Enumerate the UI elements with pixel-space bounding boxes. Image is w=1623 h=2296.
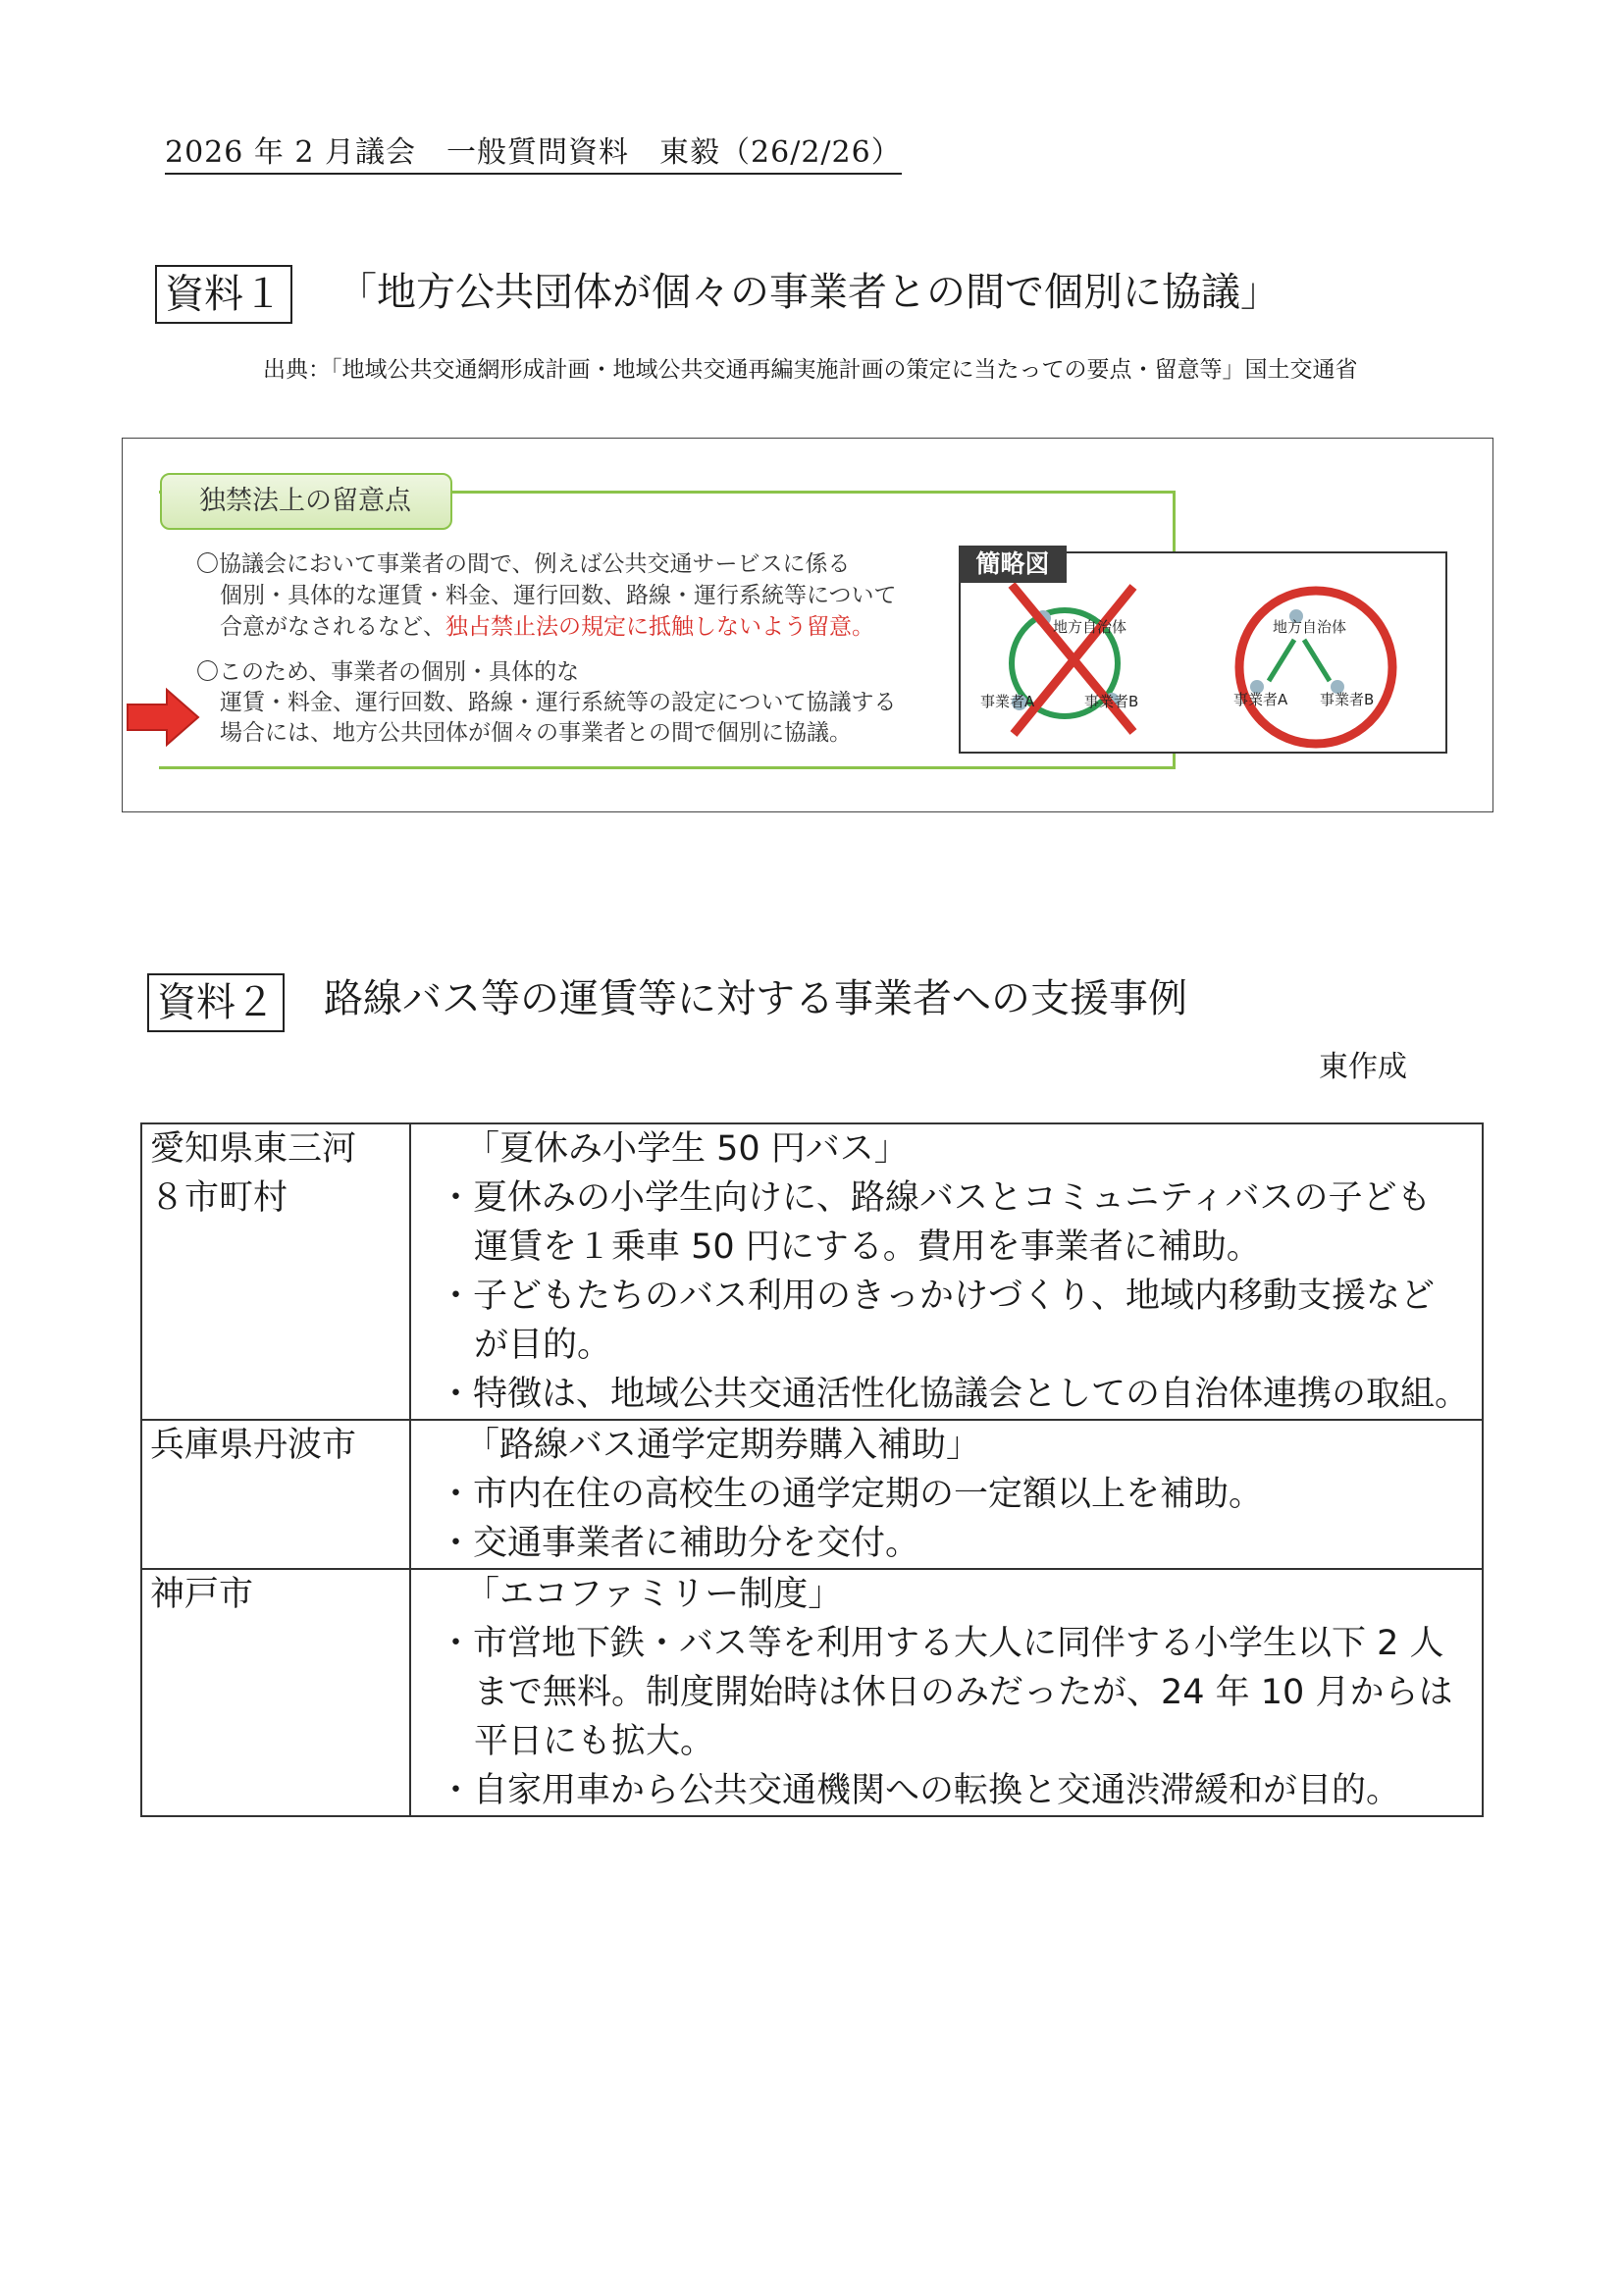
case-title: 「夏休み小学生 50 円バス」 [465,1129,909,1169]
para2-line2: 運賃・料金、運行回数、路線・運行系統等の設定について協議する [220,690,897,715]
ok-circle-icon [1239,591,1392,744]
para1-line3 [220,614,874,640]
para1-line2: 個別・具体的な運賃・料金、運行回数、路線・運行系統等について [220,583,897,608]
left-node-a-label: 事業者A [980,693,1035,710]
para2-line1: 〇このため、事業者の個別・具体的な [196,659,580,685]
diagram-tag: 簡略図 [959,546,1067,583]
table-row [141,1569,1483,1816]
bullet-continuation: が目的。 [474,1326,612,1365]
diagram-graphic [961,583,1445,752]
region-line1: 愛知県東三河 [150,1129,357,1169]
support-cases-table [140,1122,1484,1817]
section2-label: 資料２ [147,973,285,1032]
section2-credit: 東作成 [1319,1050,1407,1084]
section1-source: 出典：「地域公共交通網形成計画・地域公共交通再編実施計画の策定に当たっての要点・留意等」国土交通省 [263,357,1358,383]
table-row [141,1123,1483,1420]
right-node-top-label: 地方自治体 [1273,618,1347,636]
section1-title: 「地方公共団体が個々の事業者との間で個別に協議」 [338,270,1280,315]
para1-line3-warning: 独占禁止法の規定に抵触しないよう留意。 [445,614,874,640]
bullet-line: ・交通事業者に補助分を交付。 [439,1524,920,1563]
para1-line1: 〇協議会において事業者の間で、例えば公共交通サービスに係る [196,551,851,577]
bullet-line: ・子どもたちのバス利用のきっかけづくり、地域内移動支援など [439,1277,1436,1316]
region-line1: 兵庫県丹波市 [150,1426,357,1465]
right-link-a [1269,640,1294,681]
table-row [141,1420,1483,1569]
para2-line3: 場合には、地方公共団体が個々の事業者との間で個別に協議。 [220,720,852,746]
document-header: 2026 年 2 月議会 一般質問資料 東毅（26/2/26） [165,128,902,175]
right-node-a-label: 事業者A [1233,691,1288,708]
red-arrow-icon [126,687,200,748]
detail-cell [410,1123,1483,1420]
case-title: 「エコファミリー制度」 [465,1575,843,1614]
bullet-continuation: 運賃を１乗車 50 円にする。費用を事業者に補助。 [474,1227,1261,1267]
region-cell [141,1420,410,1569]
region-cell [141,1569,410,1816]
section2-title: 路線バス等の運賃等に対する事業者への支援事例 [324,976,1187,1021]
left-node-top-label: 地方自治体 [1053,618,1127,636]
detail-cell [410,1420,1483,1569]
left-node-b-label: 事業者B [1084,693,1139,710]
bullet-continuation: 平日にも拡大。 [474,1722,715,1761]
bullet-line: ・特徴は、地域公共交通活性化協議会としての自治体連携の取組。 [439,1375,1470,1414]
right-link-b [1304,640,1330,681]
bullet-line: ・市内在住の高校生の通学定期の一定額以上を補助。 [439,1475,1264,1514]
bullet-continuation: まで無料。制度開始時は休日のみだったが、24 年 10 月からは [474,1673,1453,1712]
bullet-line: ・市営地下鉄・バス等を利用する大人に同伴する小学生以下 2 人 [439,1624,1444,1663]
figure-tag: 独禁法上の留意点 [160,473,452,530]
case-title: 「路線バス通学定期券購入補助」 [465,1426,981,1465]
region-cell [141,1123,410,1420]
bullet-line: ・夏休みの小学生向けに、路線バスとコミュニティバスの子ども [439,1178,1432,1218]
detail-cell [410,1569,1483,1816]
bullet-line: ・自家用車から公共交通機関への転換と交通渋滞緩和が目的。 [439,1771,1401,1810]
region-line2: ８市町村 [150,1178,288,1218]
para1-line3-prefix: 合意がなされるなど、 [220,614,445,640]
region-line1: 神戸市 [150,1575,254,1614]
right-node-b-label: 事業者B [1320,691,1375,708]
section1-label: 資料１ [155,265,292,324]
